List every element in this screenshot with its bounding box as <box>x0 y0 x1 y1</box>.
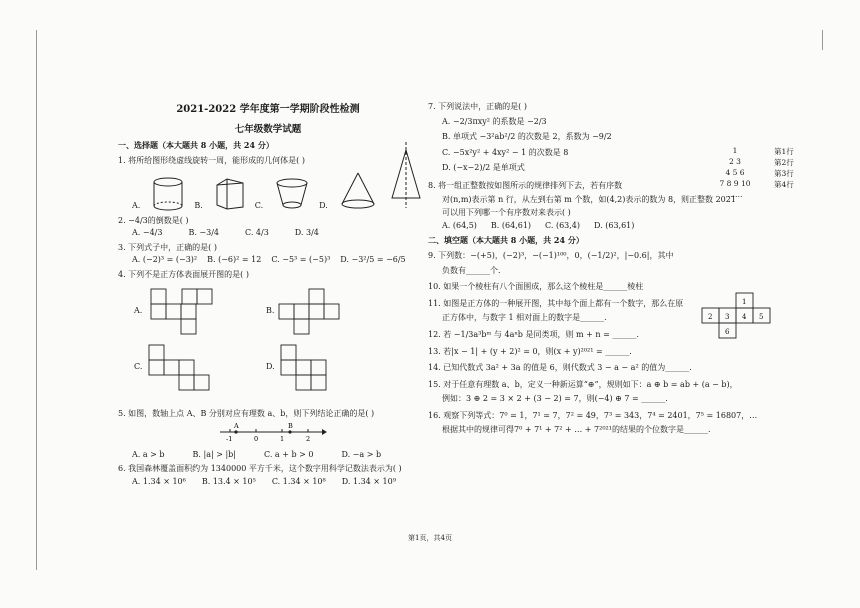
q7-option-b: B. 单项式 −3²ab²/2 的次数是 2，系数为 −9/2 <box>442 132 612 142</box>
q2-option-d: D. 3/4 <box>294 228 319 238</box>
net-c-figure <box>148 344 212 394</box>
q7-option-a: A. −2/3πxy² 的系数是 −2/3 <box>442 116 547 126</box>
net-a-figure <box>150 288 214 340</box>
q8-option-c: C. (63,4) <box>545 220 581 230</box>
cylinder-icon <box>152 177 184 211</box>
q2-option-a: A. −4/3 <box>132 228 163 238</box>
q5-option-a: A. a > b <box>132 449 165 459</box>
cube-face: 6 <box>725 328 730 336</box>
section-1-heading: 一、选择题（本大题共 8 小题，共 24 分） <box>118 140 274 151</box>
q8-text-2: 对(n,m)表示第 n 行，从左到右第 m 个数，如(4,2)表示的数为 8，则正整数 2021 <box>442 194 736 204</box>
question-12: 12. 若 −1/3a³bᵐ 与 4aⁿb 是同类项，则 m + n = ______. <box>428 329 639 339</box>
q3-option-c: C. −5³ = (−5)³ <box>271 255 331 265</box>
q3-option-a: A. (−2)³ = (−3)² <box>132 255 198 265</box>
q6-options <box>118 477 418 487</box>
question-6: 6. 我国森林覆盖面积约为 1340000 平方千米，这个数字用科学记数法表示为( ) <box>118 464 402 474</box>
q15-text-2: 例如：3 ⊕ 2 = 3 × 2 + (3 − 2) = 7，则(−4) ⊕ 7 = ______. <box>442 394 668 404</box>
cube-face: 3 <box>725 313 730 321</box>
q11-text-2: 正方体中，与数字 1 相对面上的数字是______. <box>442 313 607 323</box>
q5-option-b: B. |a| > |b| <box>192 449 236 459</box>
cube-face: 2 <box>708 313 713 321</box>
question-13: 13. 若|x − 1| + (y + 2)² = 0，则(x + y)²⁰²¹ = ______. <box>428 346 632 356</box>
q3-option-d: D. −3²/5 = −6/5 <box>340 255 406 265</box>
q1-options <box>118 169 418 211</box>
q6-option-b: B. 13.4 × 10⁵ <box>201 476 256 486</box>
question-15: 15. 对于任意有理数 a、b，定义一种新运算“⊕”，规则如下：a ⊕ b = ab + (a − b)， <box>428 379 738 389</box>
q4-label-a: A. <box>134 305 143 315</box>
question-9: 9. 下列数：−(+5)，(−2)³，−(−1)¹⁰⁰，0，(−1/2)²，|−0.6|，其中 <box>428 250 674 260</box>
q1-label-b: B. <box>194 200 203 210</box>
q5-options <box>118 450 418 460</box>
q8-option-d: D. (63,61) <box>594 220 635 230</box>
q1-label-c: C. <box>254 200 264 210</box>
tick-label: 0 <box>254 435 259 444</box>
q2-options <box>118 228 418 238</box>
question-10: 10. 如果一个棱柱有八个面围成，那么这个棱柱是______棱柱 <box>428 282 644 292</box>
rotation-triangle-figure <box>388 140 424 210</box>
tick-label: -1 <box>226 435 233 444</box>
table-row: …… <box>727 190 743 199</box>
q5-option-d: D. −a > b <box>341 449 382 459</box>
q4-label-b: B. <box>266 305 275 315</box>
q9-text-2: 负数有______个. <box>442 265 501 275</box>
q3-options <box>118 255 418 265</box>
cube-face: 5 <box>759 313 764 321</box>
tick-label: 2 <box>306 435 311 444</box>
q2-option-c: C. 4/3 <box>245 228 269 238</box>
q6-option-d: D. 1.34 × 10⁹ <box>341 476 396 486</box>
cube-face: 1 <box>742 298 747 306</box>
table-row: 7 8 9 10 第4行 <box>719 179 794 189</box>
net-d-figure <box>280 344 330 394</box>
q3-option-b: B. (−6)² = 12 <box>207 255 262 265</box>
q4-label-c: C. <box>134 361 143 371</box>
question-11: 11. 如图是正方体的一种展开图，其中每个面上都有一个数字，那么在原 <box>428 298 684 308</box>
q7-option-d: D. (−x−2)/2 是单项式 <box>442 163 525 173</box>
q2-option-b: B. −3/4 <box>188 228 219 238</box>
number-line-figure <box>218 420 328 444</box>
table-row: 4 5 6 第3行 <box>725 168 794 178</box>
question-14: 14. 已知代数式 3a² + 3a 的值是 6，则代数式 3 − a − a² 的值为______. <box>428 363 692 373</box>
net-b-figure <box>278 288 342 340</box>
q4-nets <box>118 284 418 404</box>
left-column <box>118 104 418 487</box>
tick-label: 1 <box>280 435 285 444</box>
exam-subtitle: 七年级数学试题 <box>234 124 302 135</box>
q5-number-line <box>118 420 418 447</box>
table-row: 1 第1行 <box>732 146 794 156</box>
question-7: 7. 下列说法中，正确的是( ) <box>428 102 527 111</box>
cube-net-figure <box>700 292 772 340</box>
scan-edge <box>36 30 37 570</box>
point-a-label: A <box>234 422 239 431</box>
exam-title: 2021-2022 学年度第一学期阶段性检测 <box>176 104 360 115</box>
number-triangle-table <box>700 146 814 199</box>
question-5: 5. 如图，数轴上点 A、B 分别对应有理数 a、b，则下列结论正确的是( ) <box>118 408 375 418</box>
question-8: 8. 将一组正整数按如图所示的规律排列下去，若有序数 <box>428 180 623 190</box>
q8-option-a: A. (64,5) <box>442 220 477 230</box>
q1-label-d: D. <box>319 200 328 210</box>
cube-face: 4 <box>742 313 747 321</box>
cone-icon <box>340 171 376 211</box>
question-3: 3. 下列式子中，正确的是( ) <box>118 242 217 252</box>
q6-option-c: C. 1.34 × 10⁸ <box>271 476 326 486</box>
q6-option-a: A. 1.34 × 10⁶ <box>132 476 186 486</box>
scan-edge-mark <box>822 30 823 50</box>
q8-options <box>428 221 828 231</box>
prism-icon <box>215 177 245 211</box>
q1-label-a: A. <box>132 200 141 210</box>
point-b-label: B <box>288 422 293 431</box>
q5-option-c: C. a + b > 0 <box>263 449 314 459</box>
section-2-heading: 二、填空题（本大题共 8 小题，共 24 分） <box>428 235 584 246</box>
page-footer: 第1页，共4页 <box>408 534 452 542</box>
q8-text-3: 可以用下列哪一个有序数对来表示( ) <box>442 208 571 218</box>
q8-option-b: B. (64,61) <box>490 220 532 230</box>
q16-text-2: 根据其中的规律可得7⁰ + 7¹ + 7² + … + 7²⁰²¹的结果的个位数字是______. <box>442 425 711 435</box>
frustum-icon <box>275 177 309 211</box>
question-4: 4. 下列不是正方体表面展开图的是( ) <box>118 269 249 279</box>
q7-option-c: C. −5x²y² + 4xy² − 1 的次数是 8 <box>442 147 569 157</box>
question-2: 2. −4/3的倒数是( ) <box>118 215 189 225</box>
question-1: 1. 将所给图形绕虚线旋转一周，能形成的几何体是( ) <box>118 155 305 165</box>
q4-label-d: D. <box>266 361 275 371</box>
table-row: 2 3 第2行 <box>729 157 794 167</box>
question-16: 16. 观察下列等式：7⁰ = 1，7¹ = 7，7² = 49，7³ = 343，7⁴ = 2401，7⁵ = 16807，… <box>428 410 758 420</box>
